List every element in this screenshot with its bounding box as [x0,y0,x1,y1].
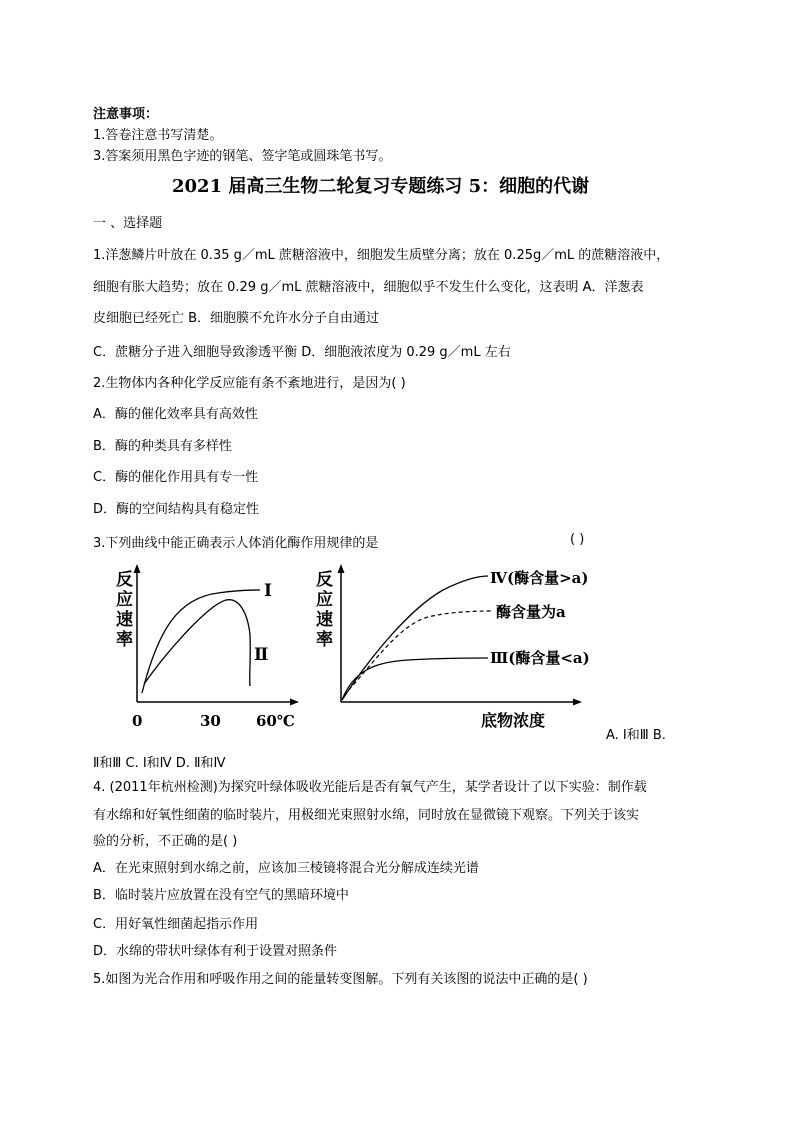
q4-line-3: 验的分析，不正确的是( ) [93,834,238,849]
q3-options-tail: A. Ⅰ和Ⅲ B. [606,728,666,743]
graph2-label-a: 酶含量为a [496,603,566,621]
graph2-label-iv: Ⅳ(酶含量>a) [490,569,589,587]
graph2-ylabel-4: 率 [316,630,333,650]
graph2-curve-iii [342,658,488,700]
q4-line-2: 有水绵和好氧性细菌的临时装片，用极细光束照射水绵，同时放在显微镜下观察。下列关于该实 [93,808,640,823]
q1-line-2: 细胞有胀大趋势；放在 0.29 g／mL 蔗糖溶液中，细胞似乎不发生什么变化，这表明 A．洋葱表 [93,280,644,295]
graph1-label-i: Ⅰ [264,581,272,601]
q2-option-c: C．酶的催化作用具有专一性 [93,470,259,485]
graph1-x-arrow [290,699,299,706]
graph1-curve-i [142,590,260,693]
q3-figure [108,560,608,740]
graph2-curve-iv [342,576,488,700]
section-heading: 一 、选择题 [93,216,163,231]
q2-option-a: A．酶的催化效率具有高效性 [93,407,258,422]
graph-temperature [116,564,299,730]
q2-option-d: D．酶的空间结构具有稳定性 [93,502,260,517]
graph1-ylabel-1: 反 [116,570,133,590]
q4-option-a: A．在光束照射到水绵之前，应该加三棱镜将混合光分解成连续光谱 [93,861,479,876]
page-title: 2021 届高三生物二轮复习专题练习 5：细胞的代谢 [172,176,590,197]
q1-line-3: 皮细胞已经死亡 B．细胞膜不允许水分子自由通过 [93,311,380,326]
notice-item-3: 3.答案须用黑色字迹的钢笔、签字笔或圆珠笔书写。 [93,149,392,164]
q3-stem: 3.下列曲线中能正确表示人体消化酶作用规律的是 [93,536,379,551]
q4-option-b: B．临时装片应放置在没有空气的黑暗环境中 [93,888,349,903]
graph1-xtick-0: 0 [132,712,143,730]
notice-heading: 注意事项： [93,107,159,122]
graph2-xlabel: 底物浓度 [481,711,546,730]
q2-option-b: B．酶的种类具有多样性 [93,439,232,454]
q4-line-1: 4. (2011年杭州检测)为探究叶绿体吸收光能后是否有氧气产生，某学者设计了以下实验：制作载 [93,780,647,795]
graph2-ylabel-2: 应 [316,590,333,610]
graph2-ylabel-1: 反 [316,570,333,590]
graph1-label-ii: Ⅱ [254,645,269,665]
graph2-ylabel-3: 速 [316,610,333,630]
q1-line-4: C．蔗糖分子进入细胞导致渗透平衡 D．细胞液浓度为 0.29 g／mL 左右 [93,345,511,360]
q3-options-line-2: Ⅱ和Ⅲ C. Ⅰ和Ⅳ D. Ⅱ和Ⅳ [93,756,226,771]
graph1-ylabel-2: 应 [116,590,133,610]
q1-line-1: 1.洋葱鳞片叶放在 0.35 g／mL 蔗糖溶液中，细胞发生质壁分离；放在 0.25g／mL 的蔗糖溶液中， [93,248,670,263]
graph1-ylabel-4: 率 [116,630,133,650]
q2-stem: 2.生物体内各种化学反应能有条不紊地进行，是因为( ) [93,376,406,391]
q4-option-d: D．水绵的带状叶绿体有利于设置对照条件 [93,944,338,959]
q4-option-c: C．用好氧性细菌起指示作用 [93,917,259,932]
graph2-label-iii: Ⅲ(酶含量<a) [490,649,590,667]
q3-answer-paren: ( ) [570,532,585,547]
graph1-xtick-60: 60℃ [256,712,295,730]
graph-substrate [316,564,590,730]
graph1-ylabel-3: 速 [116,610,133,630]
notice-item-1: 1.答卷注意书写清楚。 [93,128,223,143]
graph2-x-arrow [573,699,582,706]
graph2-y-arrow [338,564,345,573]
q5-stem: 5.如图为光合作用和呼吸作用之间的能量转变图解。下列有关该图的说法中正确的是( ) [93,972,588,987]
graph1-y-arrow [134,564,141,573]
graph2-curve-a [344,611,493,695]
graph1-xtick-30: 30 [200,712,221,730]
graph1-curve-ii [144,600,250,686]
